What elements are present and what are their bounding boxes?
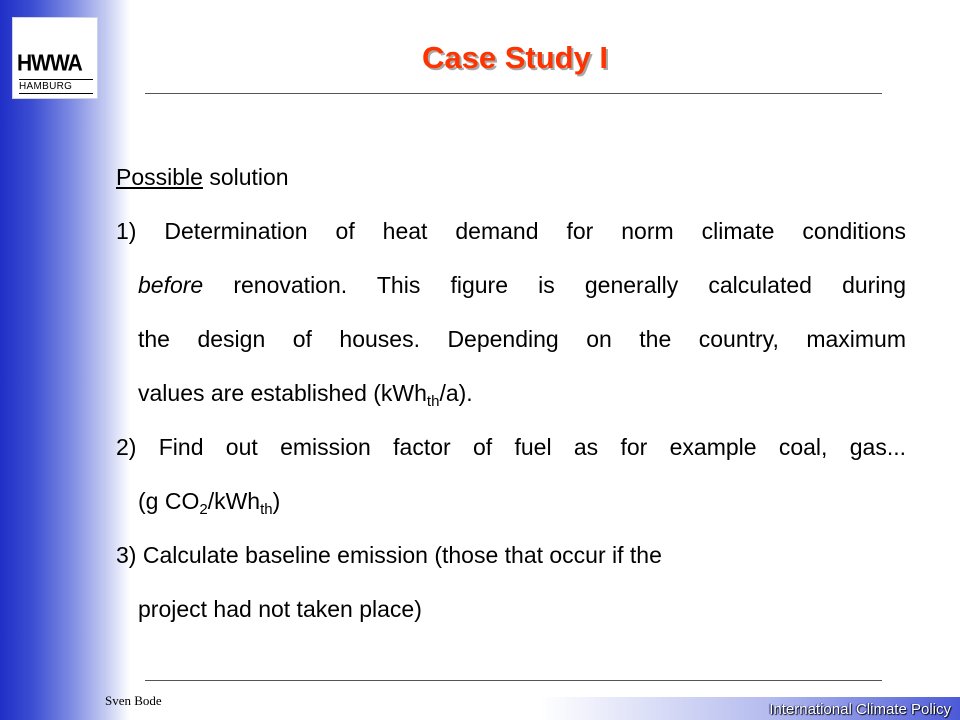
heading-rest: solution [202, 164, 289, 190]
sidebar-gradient [0, 0, 130, 720]
item2-line2-a: (g CO [138, 488, 200, 514]
item1-italic-word: before [138, 272, 204, 298]
item1-line4-b: /a). [439, 380, 473, 406]
item1-line3: the design of houses. Depending on the country, maximum [138, 326, 906, 352]
logo-main-text: HWWA [17, 50, 82, 77]
item1-line4-sub: th [426, 393, 440, 410]
item1-line4-a: values are established (kWh [138, 380, 427, 406]
body-heading [116, 162, 289, 192]
item1-line1: 1) Determination of heat demand for norm climate conditions [116, 218, 906, 244]
logo-sub-text: HAMBURG [19, 79, 93, 94]
item1-line2-rest: renovation. This figure is generally calculated during [203, 272, 906, 298]
item2-line1: 2) Find out emission factor of fuel as for example coal, gas... [116, 434, 906, 460]
slide-title: Case Study I [421, 40, 609, 75]
footer-divider [145, 680, 882, 681]
item3-line2: project had not taken place) [138, 596, 422, 622]
course-title: International Climate Policy [769, 701, 951, 718]
item2-line2 [138, 486, 280, 516]
item2-line2-sub1: 2 [199, 501, 208, 518]
item1-line4 [138, 378, 473, 408]
item3-line1: 3) Calculate baseline emission (those that occur if the [116, 542, 662, 568]
heading-underlined-word: Possible [116, 164, 203, 190]
author-name: Sven Bode [105, 693, 162, 708]
item1-line2 [138, 270, 906, 300]
title-divider [145, 93, 882, 94]
item2-line2-sub2: th [260, 501, 273, 518]
item2-line2-b: /kWh [207, 488, 261, 514]
item2-line2-c: ) [272, 488, 281, 514]
